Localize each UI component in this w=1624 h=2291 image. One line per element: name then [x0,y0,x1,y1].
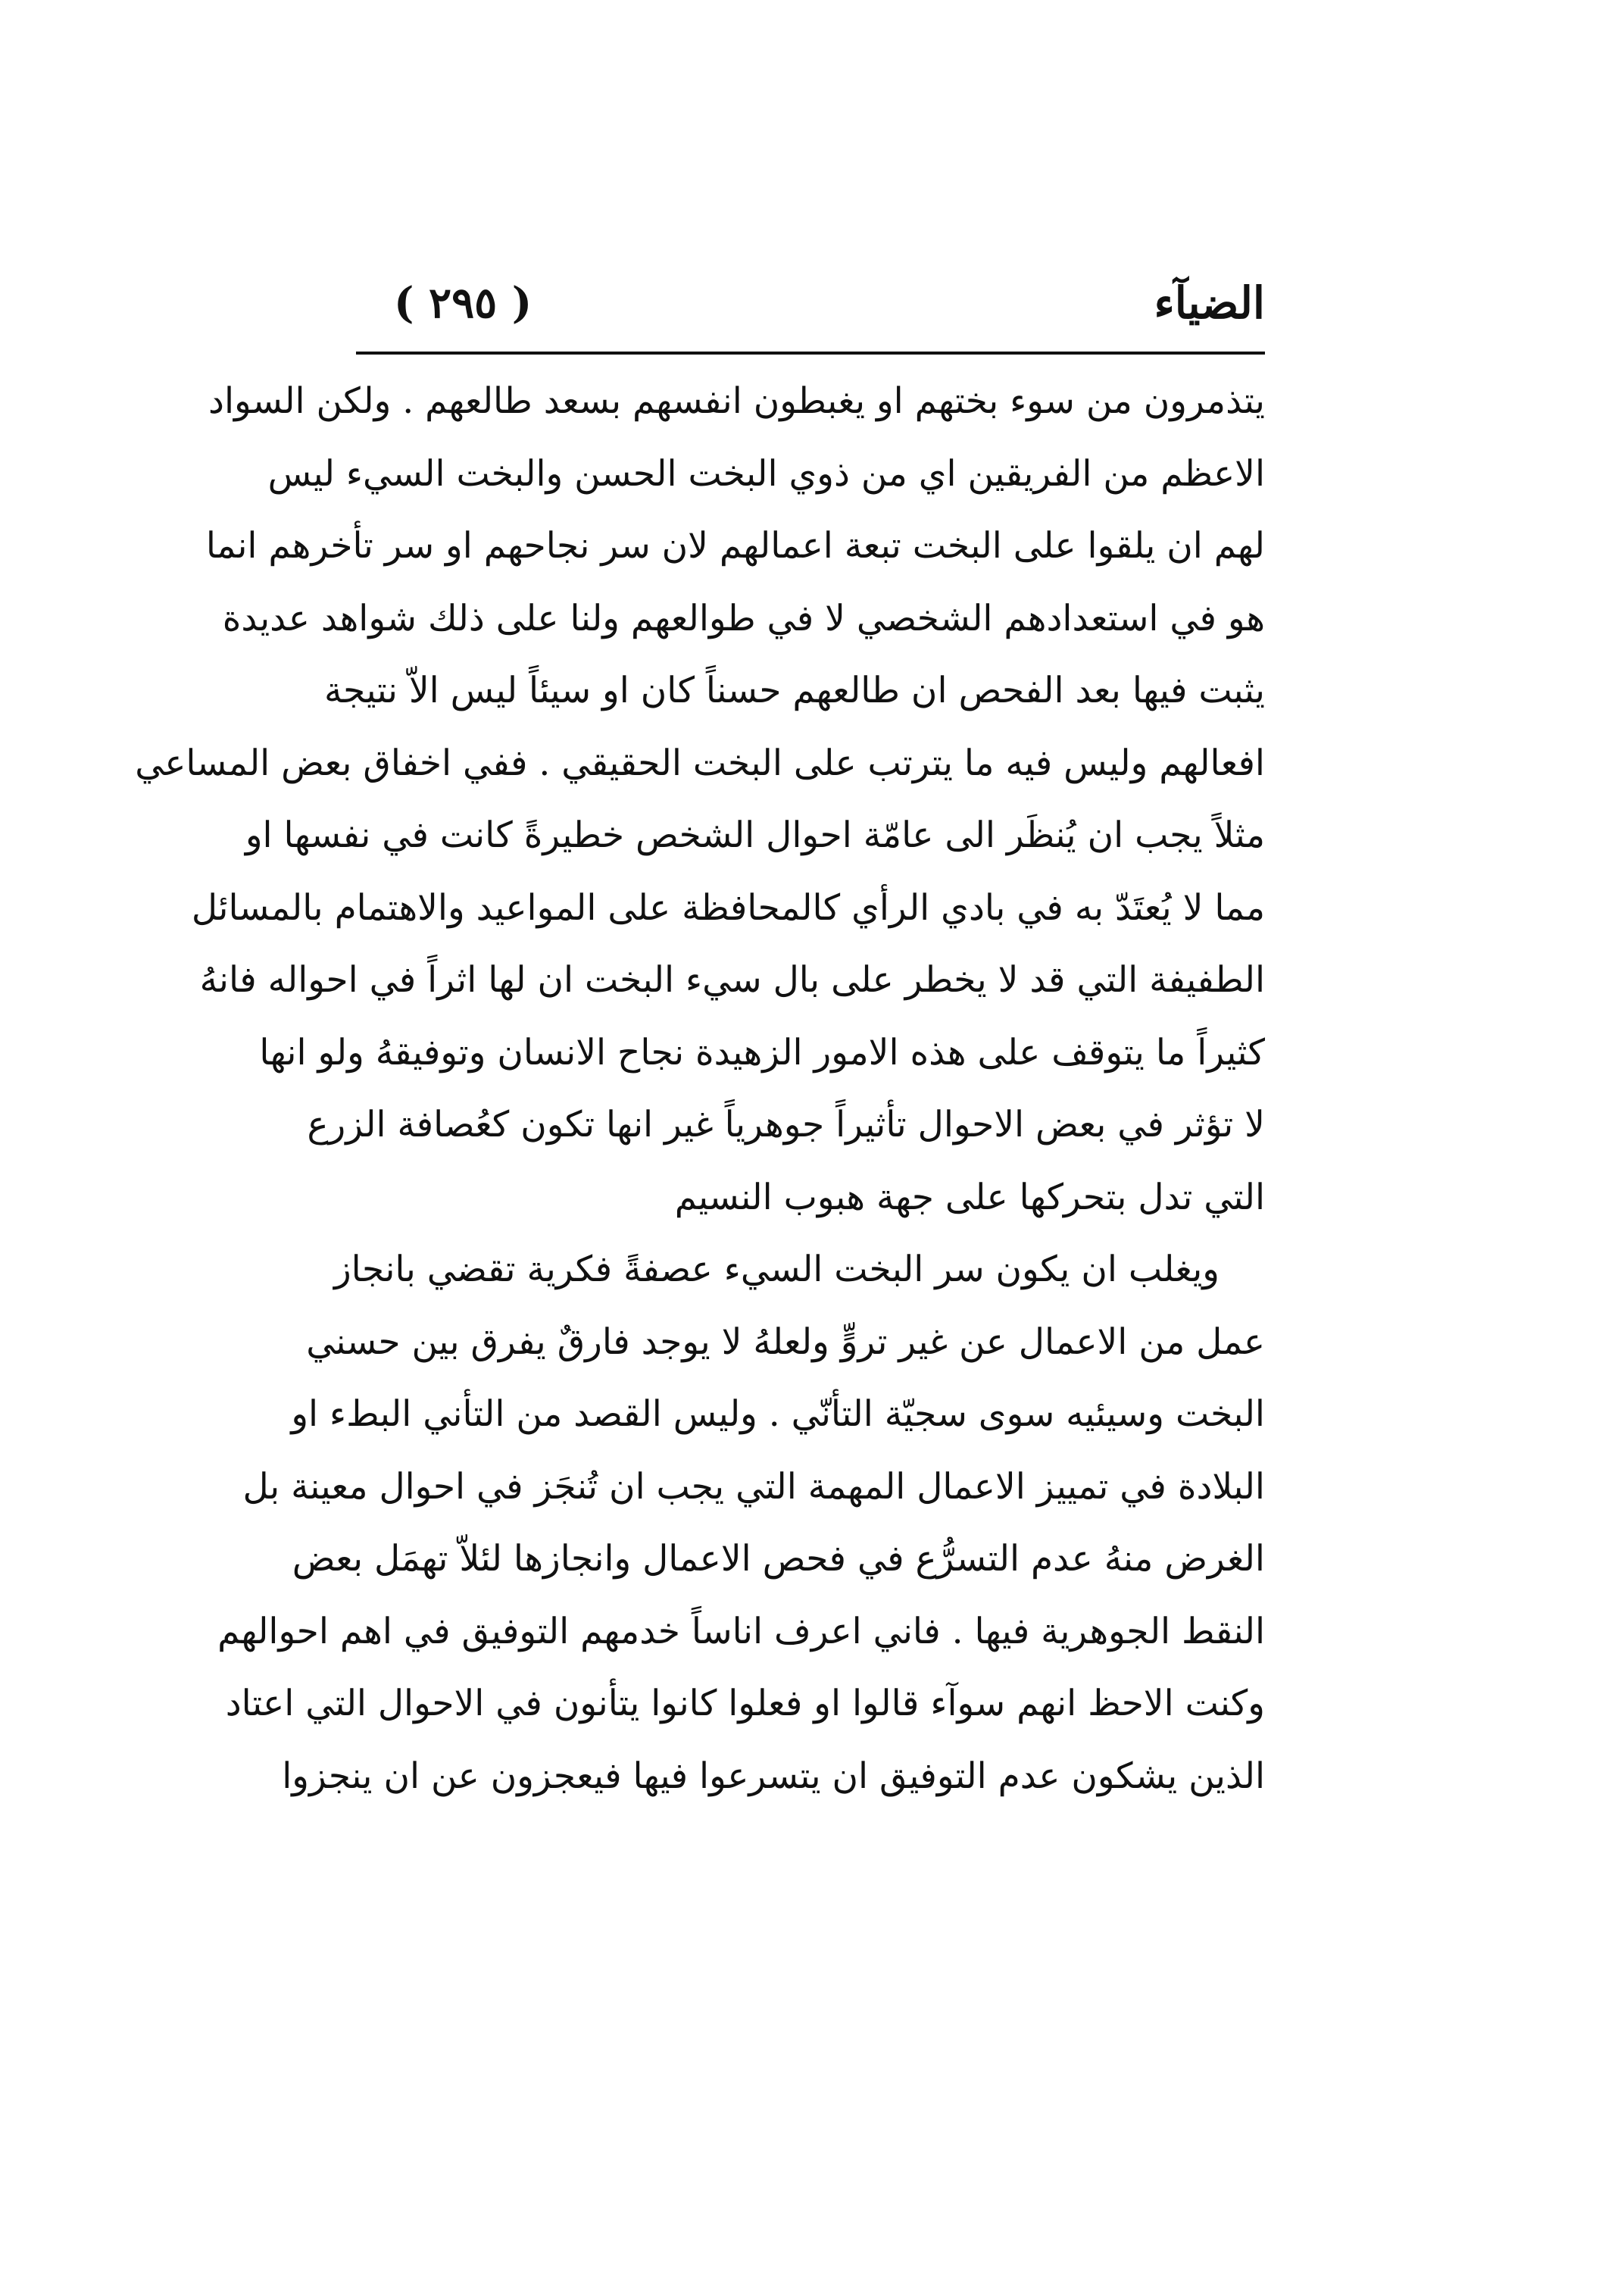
page-number: ( ٢٩٥ ) [394,278,532,328]
text-line: النقط الجوهرية فيها . فاني اعرف اناساً خدمهم التوفيق في اهم احوالهم [217,1610,1265,1652]
header-divider [356,352,1265,355]
text-line: الذين يشكون عدم التوفيق ان يتسرعوا فيها فيعجزون عن ان ينجزوا [282,1755,1265,1797]
text-line: وكنت الاحظ انهم سوآء قالوا او فعلوا كانوا يتأنون في الاحوال التي اعتاد [225,1683,1265,1724]
text-line: الاعظم من الفريقين اي من ذوي البخت الحسن والبخت السيء ليس [267,452,1265,495]
text-line: افعالهم وليس فيه ما يترتب على البخت الحقيقي . ففي اخفاق بعض المساعي [135,742,1265,784]
text-line: يثبت فيها بعد الفحص ان طالعهم حسناً كان او سيئاً ليس الاّ نتيجة [323,670,1265,711]
text-line: مثلاً يجب ان يُنظَر الى عامّة احوال الشخص خطيرةً كانت في نفسها او [245,814,1265,856]
text-line: الغرض منهُ عدم التسرُّع في فحص الاعمال وانجازها لئلاّ تهمَل بعض [292,1538,1265,1580]
text-line: لا تؤثر في بعض الاحوال تأثيراً جوهرياً غير انها تكون كعُصافة الزرع [307,1104,1265,1146]
paragraph-end-line: التي تدل بتحركها على جهة هبوب النسيم [674,1176,1265,1218]
text-line: عمل من الاعمال عن غير تروٍّ ولعلهُ لا يوجد فارقٌ يفرق بين حسني [306,1321,1265,1363]
text-line: الطفيفة التي قد لا يخطر على بال سيء البخت ان لها اثراً في احواله فانهُ [199,959,1265,1001]
text-line: لهم ان يلقوا على البخت تبعة اعمالهم لان سر نجاحهم او سر تأخرهم انما [205,525,1265,567]
text-line: هو في استعدادهم الشخصي لا في طوالعهم ولنا على ذلك شواهد عديدة [222,597,1265,639]
text-line: البلادة في تمييز الاعمال المهمة التي يجب ان تُنجَز في احوال معينة بل [242,1465,1265,1508]
text-line: يتذمرون من سوء بختهم او يغبطون انفسهم بسعد طالعهم . ولكن السواد [208,380,1265,422]
text-line: البخت وسيئيه سوى سجيّة التأنّي . وليس القصد من التأني البطء او [291,1393,1265,1435]
running-title: الضيآء [1154,277,1265,329]
paragraph-start-line: ويغلب ان يكون سر البخت السيء عصفةً فكرية تقضي بانجاز [333,1249,1220,1290]
text-line: مما لا يُعتَدّ به في بادي الرأي كالمحافظة على المواعيد والاهتمام بالمسائل [191,886,1265,929]
body-text [135,365,1265,1812]
page-header [356,265,1265,348]
text-line: كثيراً ما يتوقف على هذه الامور الزهيدة نجاح الانسان وتوفيقهُ ولو انها [259,1031,1265,1074]
